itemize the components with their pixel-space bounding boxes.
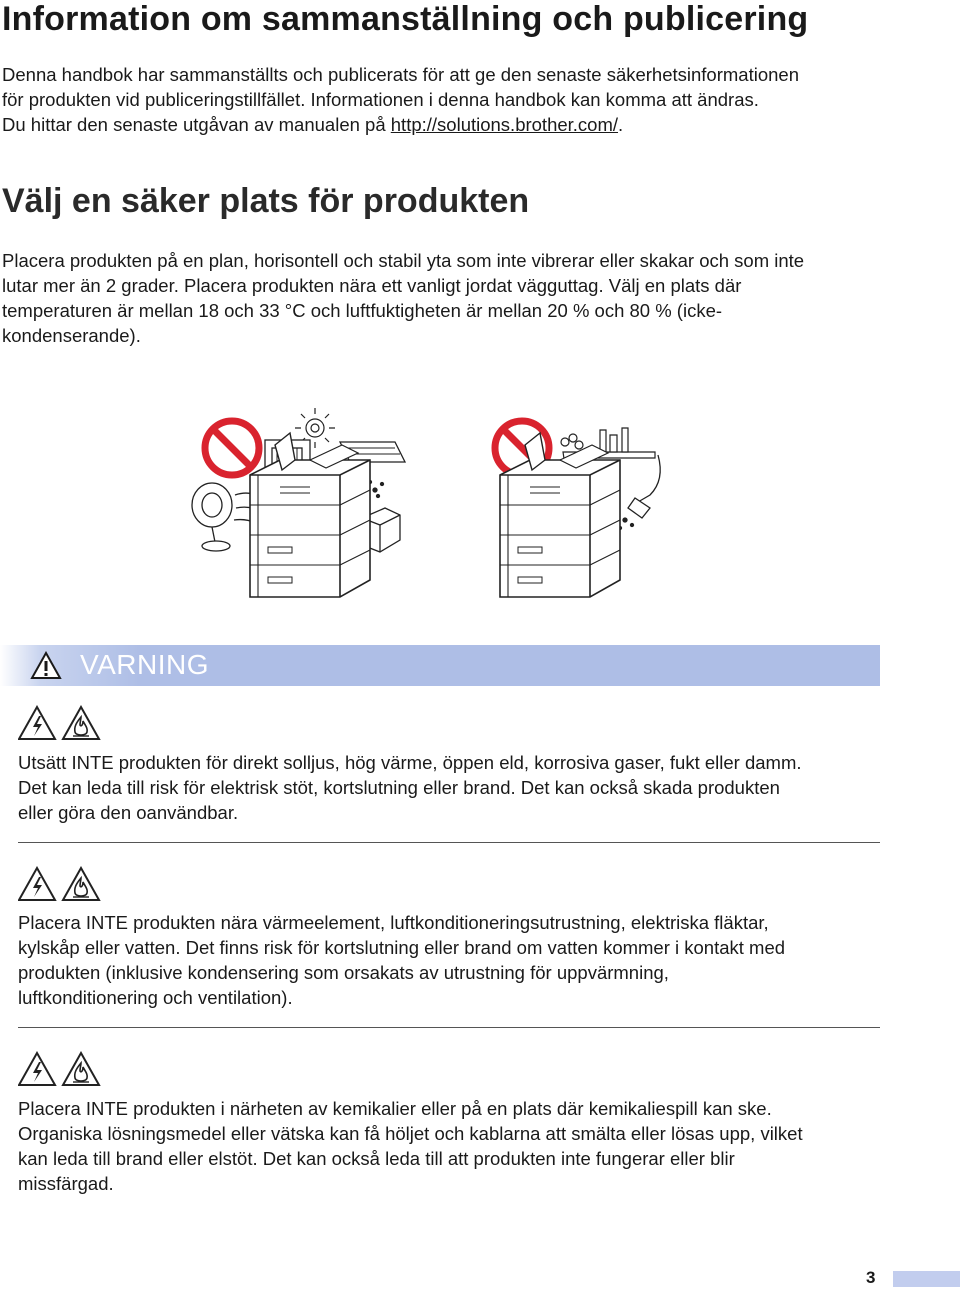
faucet-icon xyxy=(619,455,661,530)
warning-line: Placera INTE produkten nära värmeelement, luftkonditioneringsutrustning, elektriska fläktar, xyxy=(18,912,769,933)
electric-shock-hazard-icon xyxy=(19,868,55,900)
page-number: 3 xyxy=(866,1268,876,1287)
warning-line: Utsätt INTE produkten för direkt solljus, hög värme, öppen eld, korrosiva gaser, fukt eller damm. xyxy=(18,752,802,773)
warning-line: luftkonditionering och ventilation). xyxy=(18,987,293,1008)
warning-line: missfärgad. xyxy=(18,1173,114,1194)
warning-text-2 xyxy=(18,910,880,1010)
warning-line: produkten (inklusive kondensering som orsakats av utrustning för uppvärmning, xyxy=(18,962,669,983)
page-title: Information om sammanställning och publicering xyxy=(2,0,809,38)
paragraph-line: lutar mer än 2 grader. Placera produkten nära ett vanligt jordat vägguttag. Välj en plats där xyxy=(2,275,742,296)
page-tab-bar xyxy=(893,1271,960,1287)
intro-paragraph xyxy=(2,62,902,137)
warning-line: Placera INTE produkten i närheten av kemikalier eller på en plats där kemikaliespill kan ske. xyxy=(18,1098,772,1119)
section-title: Välj en säker plats för produkten xyxy=(2,182,530,220)
fire-hazard-icon xyxy=(63,1053,99,1085)
paragraph-line: Placera produkten på en plan, horisontell och stabil yta som inte vibrerar eller skakar och som inte xyxy=(2,250,805,271)
electric-shock-hazard-icon xyxy=(19,707,55,739)
intro-line xyxy=(2,112,902,137)
warning-text-1 xyxy=(18,750,880,825)
manual-link[interactable]: http://solutions.brother.com/ xyxy=(390,114,619,135)
intro-line: för produkten vid publiceringstillfället. Informationen i denna handbok kan komma att ändras. xyxy=(2,89,759,110)
warning-icon xyxy=(30,651,62,680)
warning-line: kan leda till brand eller elstöt. Det kan också leda till att produkten inte fungerar eller blir xyxy=(18,1148,735,1169)
electric-shock-hazard-icon xyxy=(19,1053,55,1085)
hazard-icons xyxy=(18,705,104,741)
prohibition-icon xyxy=(205,421,259,475)
intro-line: Denna handbok har sammanställts och publicerats för att ge den senaste säkerhetsinformationen xyxy=(2,64,799,85)
warning-line: Det kan leda till risk för elektrisk stöt, kortslutning eller brand. Det kan också skada produkten xyxy=(18,777,780,798)
paragraph-line: kondenserande). xyxy=(2,325,141,346)
hazard-icons xyxy=(18,866,104,902)
placement-paragraph xyxy=(2,248,902,348)
warning-line: eller göra den oanvändbar. xyxy=(18,802,239,823)
fire-hazard-icon xyxy=(63,707,99,739)
intro-text: Du hittar den senaste utgåvan av manualen på xyxy=(2,114,391,135)
fire-hazard-icon xyxy=(63,868,99,900)
divider xyxy=(18,842,880,843)
warning-title: VARNING xyxy=(80,649,209,680)
warning-banner xyxy=(0,645,880,686)
placement-illustration xyxy=(180,400,700,610)
hazard-icons xyxy=(18,1051,104,1087)
warning-line: kylskåp eller vatten. Det finns risk för kortslutning eller brand om vatten kommer i kontakt med xyxy=(18,937,786,958)
intro-text: . xyxy=(618,114,624,135)
warning-text-3 xyxy=(18,1096,880,1196)
paragraph-line: temperaturen är mellan 18 och 33 °C och luftfuktigheten är mellan 20 % och 80 % (icke- xyxy=(2,300,723,321)
divider xyxy=(18,1027,880,1028)
warning-line: Organiska lösningsmedel eller vätska kan få höljet och kablarna att smälta eller lösas upp, vilket xyxy=(18,1123,803,1144)
